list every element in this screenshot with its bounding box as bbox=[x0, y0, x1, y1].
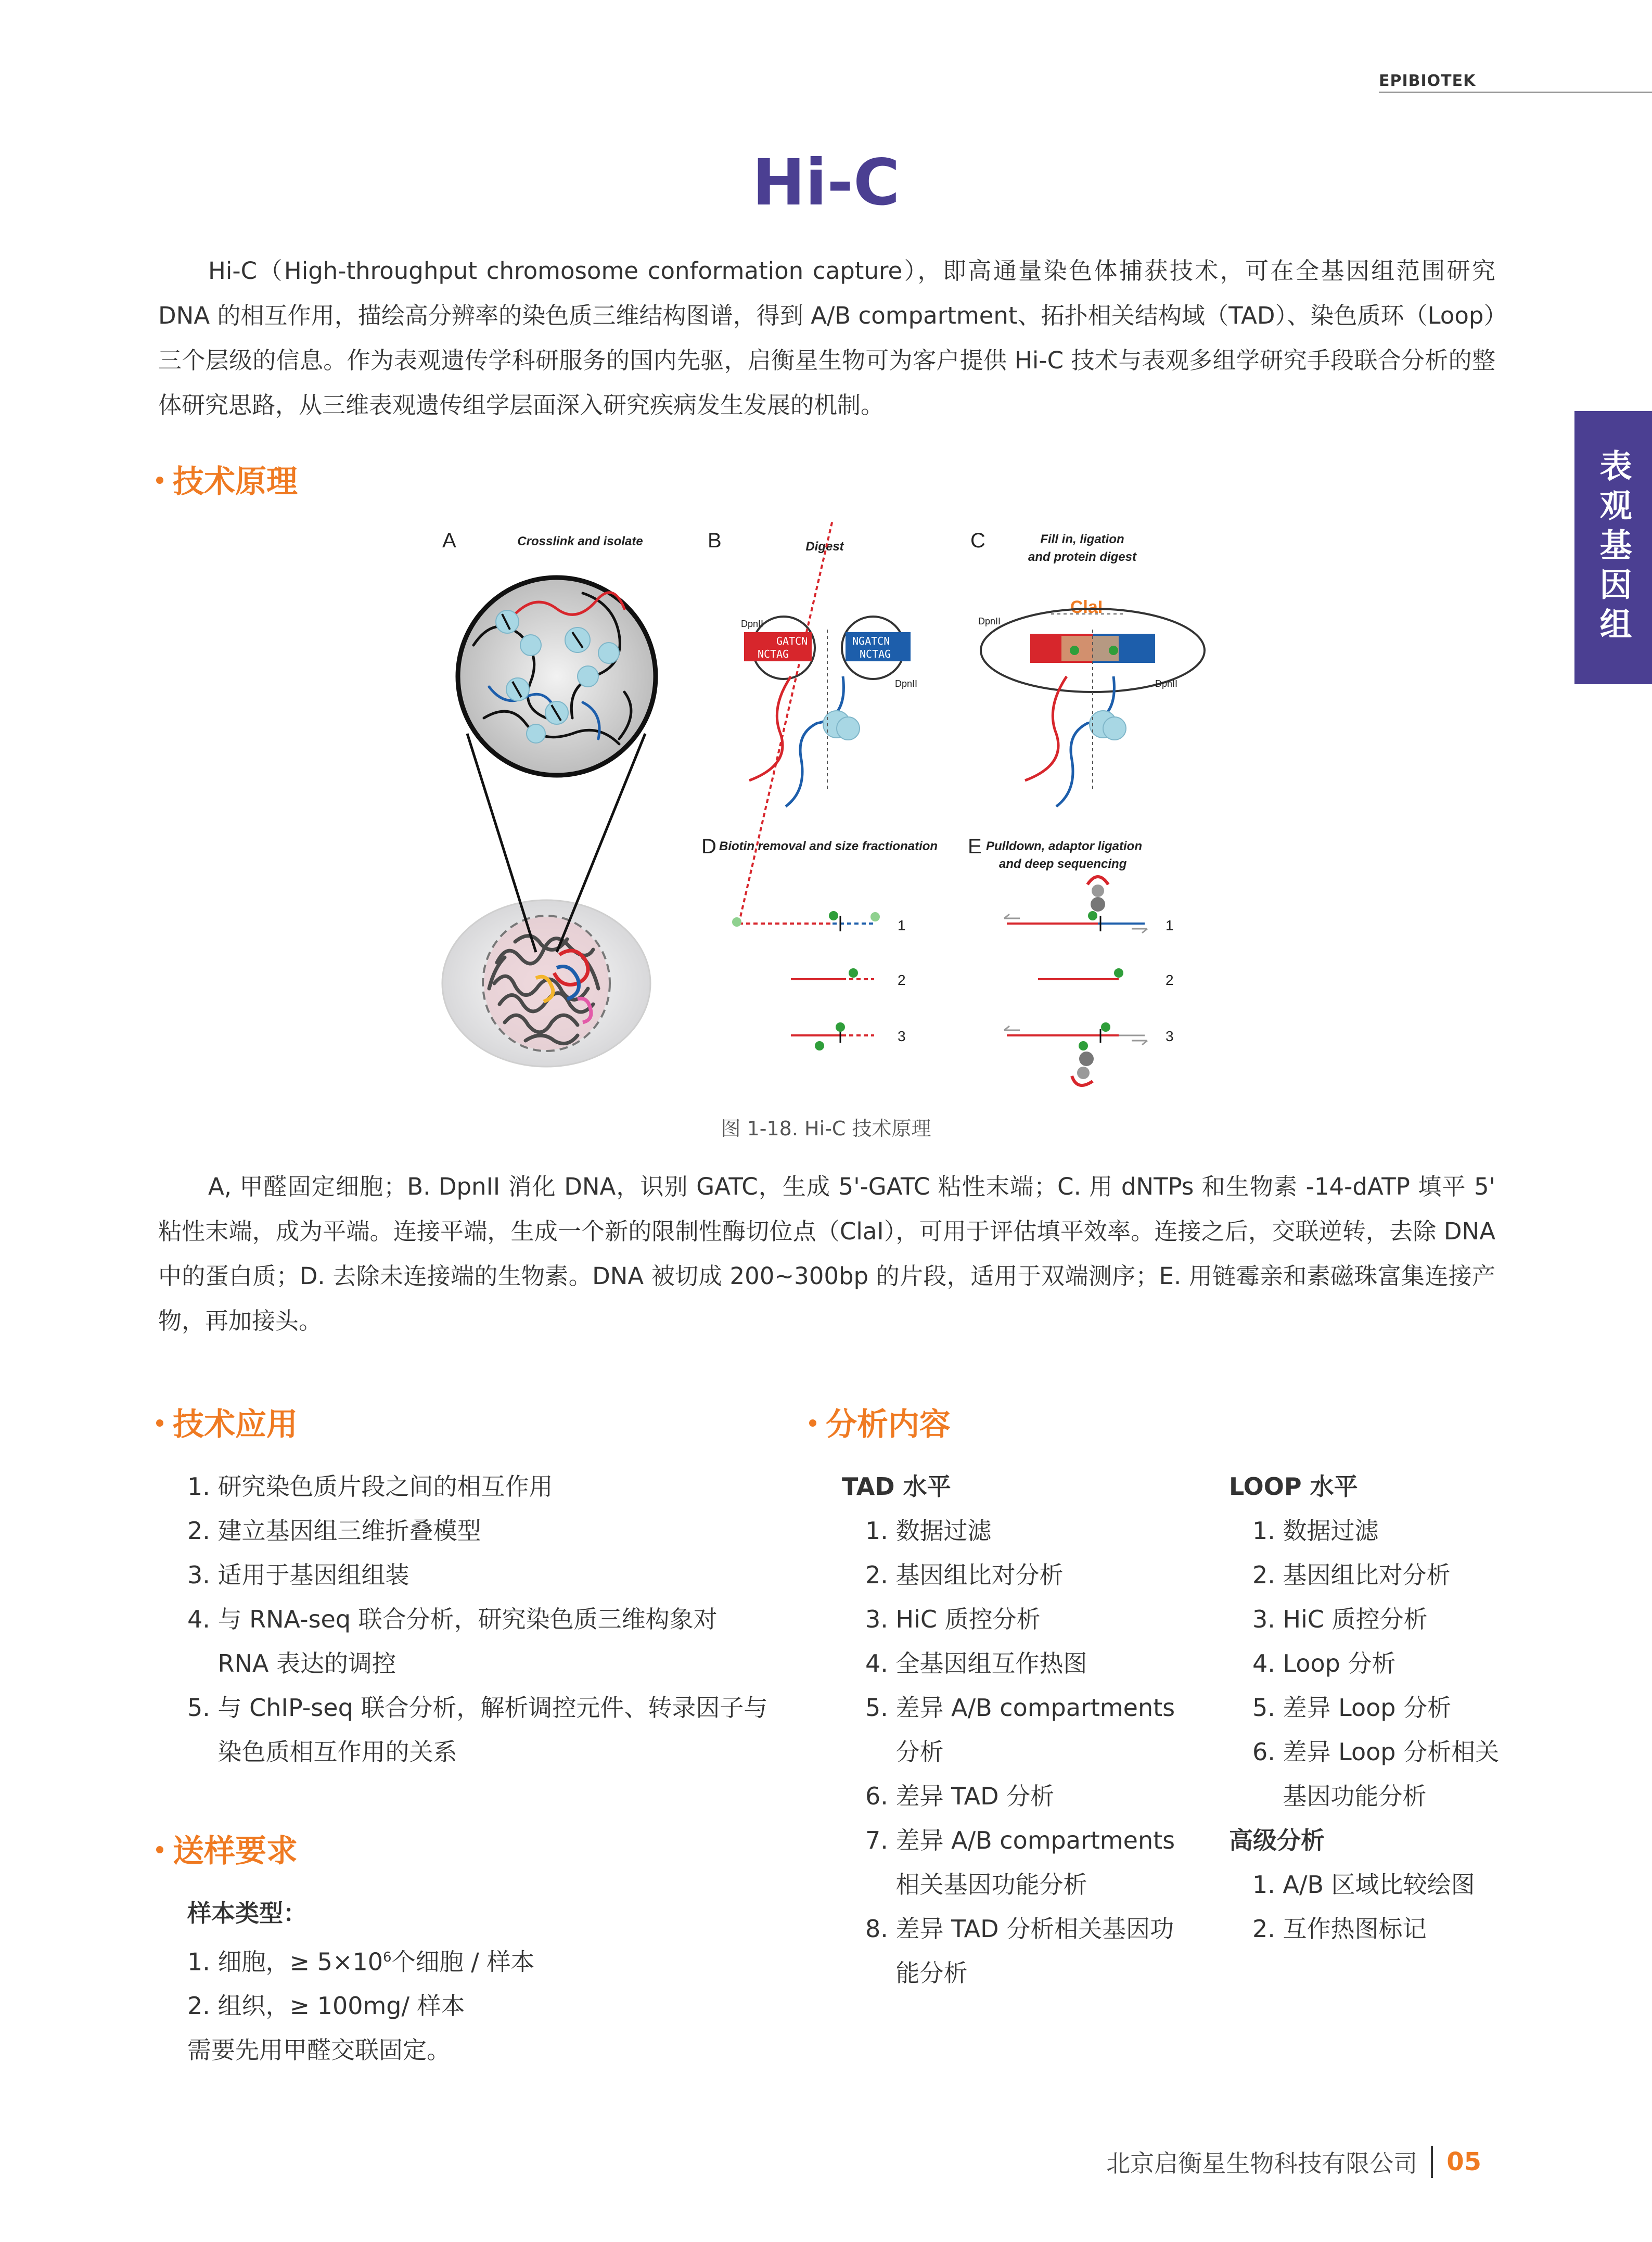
analysis-tad-column bbox=[842, 1465, 1185, 1995]
panel-e-title-line1: Pulldown, adaptor ligation bbox=[986, 839, 1142, 853]
bullet-dot-icon bbox=[809, 1419, 816, 1427]
seq-bottom-left: NCTAG bbox=[758, 648, 789, 660]
panel-e-row-label-2: 2 bbox=[1166, 972, 1174, 988]
page-footer bbox=[1106, 2145, 1481, 2179]
panel-d-fragments bbox=[732, 520, 880, 1050]
panel-a-title: Crosslink and isolate bbox=[517, 534, 643, 548]
list-item: 1. 数据过滤 bbox=[1252, 1517, 1379, 1545]
clai-site-label: ClaI bbox=[1070, 597, 1103, 617]
panel-b-dpnii-label: DpnII bbox=[741, 619, 764, 629]
section-heading-application bbox=[156, 1400, 298, 1444]
list-item: 2. 基因组比对分析 bbox=[865, 1561, 1064, 1589]
brand-name: EPIBIOTEK bbox=[1379, 72, 1476, 90]
panel-d-title: Biotin removal and size fractionation bbox=[719, 839, 938, 853]
list-item: 4. 与 RNA-seq 联合分析，研究染色质三维构象对 RNA 表达的调控 bbox=[187, 1605, 718, 1677]
list-item: 2. 基因组比对分析 bbox=[1252, 1561, 1451, 1589]
seq-bottom-right: NCTAG bbox=[860, 648, 891, 660]
intro-text: Hi-C（High-throughput chromosome conformation capture），即高通量染色体捕获技术，可在全基因组范围研究 DNA 的相互作用，描绘高分辨率的染色质三维结构图谱，得到 A/B compartment、拓扑相关结构域（TAD）、染色质环（Loop）三个层级的信息。作为表观遗传学科研服务的国内先驱，启衡星生物可为客户提供 Hi-C 技术与表观多组学研究手段联合分析的整体研究思路，从三维表观遗传组学层面深入研究疾病发生发展的机制。 bbox=[158, 257, 1495, 419]
panel-a-letter: A bbox=[442, 529, 456, 552]
footer-company: 北京启衡星生物科技有限公司 bbox=[1106, 2149, 1418, 2177]
figure-caption: 图 1-18. Hi-C 技术原理 bbox=[721, 1117, 931, 1140]
section-heading-application-text: 技术应用 bbox=[173, 1406, 298, 1443]
panel-b-dpnii-label-2: DpnII bbox=[895, 678, 918, 689]
list-item: 3. 适用于基因组组装 bbox=[187, 1561, 409, 1589]
list-item: 1. A/B 区域比较绘图 bbox=[1252, 1871, 1475, 1899]
nucleus-cell-illustration bbox=[442, 900, 650, 1067]
page-number: 05 bbox=[1446, 2147, 1481, 2176]
list-item: 5. 差异 Loop 分析 bbox=[1252, 1694, 1452, 1722]
loop-level-title: LOOP 水平 bbox=[1229, 1472, 1358, 1501]
hi-c-principle-figure bbox=[427, 520, 1218, 1103]
sample-item-cells: 1. 细胞，≥ $5\times 10^6$个细胞 / 样本 bbox=[187, 1948, 535, 1976]
list-item: 7. 差异 A/B compartments 相关基因功能分析 bbox=[865, 1826, 1175, 1899]
section-heading-analysis bbox=[809, 1400, 951, 1444]
seq-top-right: NGATCN bbox=[852, 635, 890, 647]
figure-description bbox=[158, 1164, 1495, 1343]
panel-e-letter: E bbox=[968, 835, 982, 858]
list-item: 3. HiC 质控分析 bbox=[865, 1605, 1041, 1633]
list-item: 4. 全基因组互作热图 bbox=[865, 1649, 1087, 1677]
panel-b-title: Digest bbox=[805, 540, 844, 554]
list-item: 3. HiC 质控分析 bbox=[1252, 1605, 1428, 1633]
loop-list bbox=[1229, 1509, 1520, 1818]
sample-type-label: 样本类型： bbox=[187, 1899, 307, 1927]
panel-d-row-label-3: 3 bbox=[898, 1028, 906, 1044]
section-heading-sample-text: 送样要求 bbox=[173, 1833, 298, 1869]
panel-d-row-label-2: 2 bbox=[898, 972, 906, 988]
application-list bbox=[187, 1465, 770, 1774]
bullet-dot-icon bbox=[156, 1846, 163, 1853]
bullet-dot-icon bbox=[156, 477, 163, 484]
section-heading-analysis-text: 分析内容 bbox=[826, 1406, 951, 1443]
figure-svg bbox=[427, 520, 1218, 1103]
list-item: 6. 差异 TAD 分析 bbox=[865, 1782, 1055, 1810]
advanced-analysis-title: 高级分析 bbox=[1229, 1826, 1325, 1854]
tad-list bbox=[842, 1509, 1185, 1995]
panel-d-letter: D bbox=[701, 835, 716, 858]
panel-e-pulldown bbox=[1004, 877, 1147, 1085]
advanced-list bbox=[1229, 1863, 1520, 1951]
panel-c-ligation-illustration bbox=[981, 609, 1205, 806]
sample-note: 需要先用甲醛交联固定。 bbox=[187, 2036, 451, 2065]
panel-e-row-label-1: 1 bbox=[1166, 917, 1174, 933]
analysis-loop-column bbox=[1229, 1465, 1520, 1951]
panel-e-title-line2: and deep sequencing bbox=[999, 857, 1127, 871]
section-heading-principle bbox=[156, 457, 298, 502]
panel-c-letter: C bbox=[970, 529, 985, 552]
panel-d-row-label-1: 1 bbox=[898, 917, 906, 933]
sample-requirements bbox=[187, 1891, 760, 2072]
intro-paragraph bbox=[158, 249, 1495, 428]
list-item: 8. 差异 TAD 分析相关基因功能分析 bbox=[865, 1915, 1174, 1987]
list-item: 5. 差异 A/B compartments 分析 bbox=[865, 1694, 1175, 1766]
bullet-dot-icon bbox=[156, 1419, 163, 1427]
footer-divider bbox=[1431, 2146, 1433, 2178]
section-heading-principle-text: 技术原理 bbox=[173, 464, 298, 500]
list-item: 1. 研究染色质片段之间的相互作用 bbox=[187, 1472, 553, 1501]
tad-level-title: TAD 水平 bbox=[842, 1472, 951, 1501]
crosslinked-chromatin-zoom bbox=[458, 578, 656, 775]
list-item: 6. 差异 Loop 分析相关基因功能分析 bbox=[1252, 1738, 1500, 1810]
panel-b-digest-illustration bbox=[744, 617, 911, 806]
panel-e-row-label-3: 3 bbox=[1166, 1028, 1174, 1044]
sample-item-tissue: 2. 组织，≥ 100mg/ 样本 bbox=[187, 1992, 465, 2020]
panel-c-title-line1: Fill in, ligation bbox=[1040, 532, 1124, 546]
section-heading-sample bbox=[156, 1826, 298, 1871]
side-tab-label: 表观基因组 bbox=[1594, 449, 1632, 647]
panel-c-dpnii-label-2: DpnII bbox=[1155, 678, 1178, 689]
page-title: Hi-C bbox=[752, 146, 900, 220]
list-item: 4. Loop 分析 bbox=[1252, 1649, 1396, 1677]
list-item: 1. 数据过滤 bbox=[865, 1517, 992, 1545]
side-category-tab bbox=[1574, 411, 1652, 684]
seq-top-left: GATCN bbox=[776, 635, 808, 647]
panel-c-dpnii-label: DpnII bbox=[978, 616, 1001, 626]
figure-description-text: A, 甲醛固定细胞；B. DpnII 消化 DNA，识别 GATC，生成 5'-GATC 粘性末端；C. 用 dNTPs 和生物素 -14-dATP 填平 5' 粘性末端，成为平端。连接平端，生成一个新的限制性酶切位点（ClaI），可用于评估填平效率。连接之后，交联逆转，去除 DNA 中的蛋白质；D. 去除未连接端的生物素。DNA 被切成 200~300bp 的片段，适用于双端测序；E. 用链霉亲和素磁珠富集连接产物，再加接头。 bbox=[158, 1173, 1495, 1335]
list-item: 2. 互作热图标记 bbox=[1252, 1915, 1427, 1943]
panel-b-letter: B bbox=[708, 529, 722, 552]
list-item: 2. 建立基因组三维折叠模型 bbox=[187, 1517, 481, 1545]
panel-c-title-line2: and protein digest bbox=[1028, 550, 1137, 564]
header-divider bbox=[1379, 92, 1652, 93]
list-item: 5. 与 ChIP-seq 联合分析，解析调控元件、转录因子与染色质相互作用的关系 bbox=[187, 1694, 768, 1766]
